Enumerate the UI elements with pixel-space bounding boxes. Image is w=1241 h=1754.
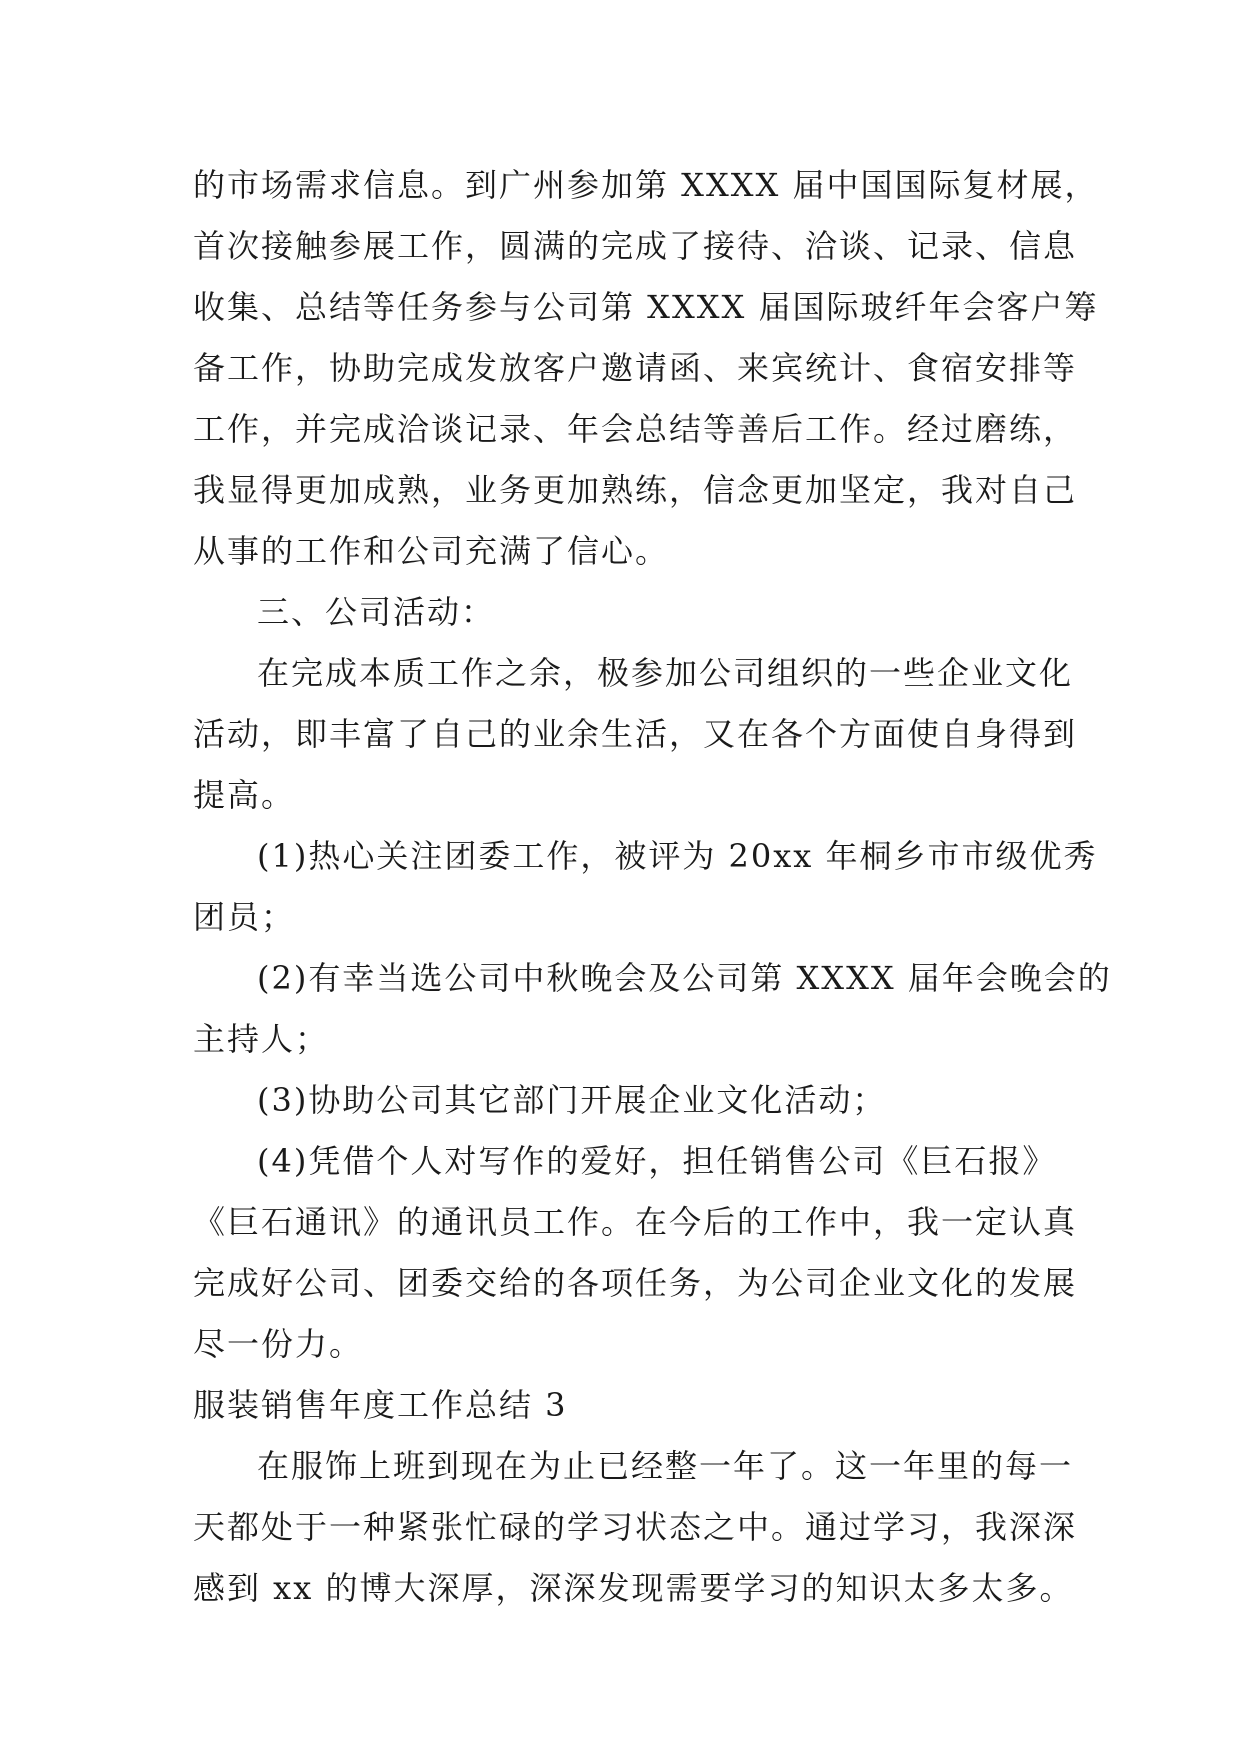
list-item: (3)协助公司其它部门开展企业文化活动； [257,1081,887,1119]
text-line: 在服饰上班到现在为止已经整一年了。这一年里的每一 [257,1447,1074,1485]
text-line: 尽一份力。 [193,1325,364,1363]
text-line: 主持人； [193,1020,330,1058]
text-line: 首次接触参展工作，圆满的完成了接待、洽谈、记录、信息 [193,227,1078,265]
text-line: 《巨石通讯》的通讯员工作。在今后的工作中，我一定认真 [193,1203,1078,1241]
text-line: 从事的工作和公司充满了信心。 [193,532,670,570]
text-line: 的市场需求信息。到广州参加第 XXXX 届中国国际复材展， [193,166,1099,204]
section-heading: 三、公司活动： [257,593,496,631]
text-line: 团员； [193,898,296,936]
document-page [193,155,1112,1619]
document-title: 服装销售年度工作总结 3 [193,1386,568,1424]
text-line: 活动，即丰富了自己的业余生活，又在各个方面使自身得到 [193,715,1078,753]
text-line: 工作，并完成洽谈记录、年会总结等善后工作。经过磨练， [193,410,1078,448]
text-line: 感到 xx 的博大深厚，深深发现需要学习的知识太多太多。 [193,1569,1074,1607]
text-line: 完成好公司、团委交给的各项任务，为公司企业文化的发展 [193,1264,1078,1302]
text-line: 收集、总结等任务参与公司第 XXXX 届国际玻纤年会客户筹 [193,288,1099,326]
list-item: (1)热心关注团委工作，被评为 20xx 年桐乡市市级优秀 [257,837,1098,875]
text-line: 在完成本质工作之余，极参加公司组织的一些企业文化 [257,654,1074,692]
list-item: (4)凭借个人对写作的爱好，担任销售公司《巨石报》 [257,1142,1057,1180]
text-line: 天都处于一种紧张忙碌的学习状态之中。通过学习，我深深 [193,1508,1078,1546]
list-item: (2)有幸当选公司中秋晚会及公司第 XXXX 届年会晚会的 [257,959,1112,997]
text-line: 我显得更加成熟，业务更加熟练，信念更加坚定，我对自己 [193,471,1078,509]
text-line: 提高。 [193,776,296,814]
text-line: 备工作，协助完成发放客户邀请函、来宾统计、食宿安排等 [193,349,1078,387]
